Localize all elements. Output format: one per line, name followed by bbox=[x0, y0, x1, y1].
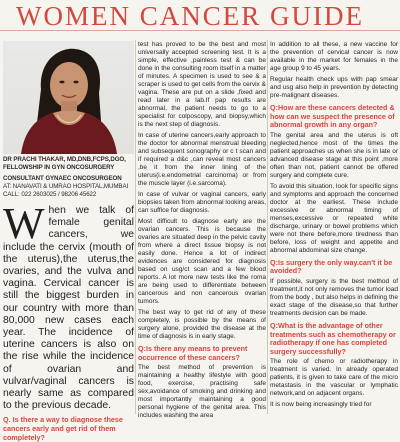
question-heading: Q. Is there a way to diagnose these cancers early and get rid of them completely? bbox=[3, 415, 123, 442]
paragraph: If possible, surgery is the best method of treatment,it not only removes the tumor load from the body , but also helps in defining the exact stage of the disease,so that further treatments decision can be made. bbox=[270, 277, 398, 317]
lead-paragraph bbox=[3, 199, 134, 412]
column-divider bbox=[135, 40, 136, 414]
paragraph: It is now being increasingly tried for bbox=[270, 401, 372, 409]
paragraph: To avoid this situation, look for specific signs and symptoms and approach the concerned doctor at the earliest. These include excessive or abnormal timing of menses,excessive or repeated white discharge, urinary or bowel problems which were not there before,more tiredness than before, loss of weight and appetite and abnormal abdominal size change. bbox=[270, 182, 398, 254]
question-heading: Q:What is the advantage of other treatments such as chemotherapy or radiotherapy if one has completed surgery successfully? bbox=[270, 320, 396, 356]
doctor-name: DR PRACHI THAKAR, MD,DNB,FCPS,DGO, FELLOWSHIP IN GYN ONCOSURGERY bbox=[3, 156, 126, 171]
question-heading: Q:Is surgery the only way.can't it be avoided? bbox=[270, 257, 393, 276]
column-2 bbox=[138, 41, 266, 420]
doctor-phone: CALL: 022 2603025 / 98206 45622 bbox=[3, 191, 97, 198]
doctor-caption bbox=[3, 156, 134, 199]
question-heading: Q:Is there any means to prevent occurrence of these cancers? bbox=[138, 344, 248, 362]
paragraph: Regular health check ups with pap smear and usg also help in prevention by detecting pre-malignant diseases. bbox=[270, 76, 398, 99]
paragraph: In addition to all these, a new vaccine for the prevention of cervical cancer is now available in the market for females in the age group 9 to 45 years. bbox=[270, 41, 398, 72]
title-bar bbox=[0, 0, 400, 31]
drop-cap: W bbox=[3, 199, 45, 248]
paragraph: The role of chemo or radiotherapy in treatment is varied. In already operated patients, it is given to take care of the micro metastasis in the vascular or lymphatic network,and on adjacent organs. bbox=[270, 358, 398, 398]
doctor-title: CONSULTANT GYNAEC ONCOSURGEON bbox=[3, 175, 122, 182]
doctor-address: AT: NANAVATI & UMRAO HOSPITAL,MUMBAI bbox=[3, 183, 129, 190]
paragraph: Most difficult to diagnose early are the ovarian cancers. This is because the ovaries are situated deep in the pelvic cavity from where a direct tissue biopsy is not easily done. Hence a lot of indirect evidences are considered for diagnosis based on usg/ct scan and a few blood reports. A lot more new tests like the roma are being used to differentiate between cancerous and non cancerous ovarian tumors. bbox=[138, 218, 266, 305]
lead-text: hen we talk of female genital cancers, we include the cervix (mouth of the uterus),the uterus,the ovaries, and the vulva and vagina. Cervical cancer is still the biggest burden in our country with more than 80,000 new cases each year. The incidence of uterine cancers is also on the rise while the incidence of ovarian and vulvar/vaginal cancers is nearly same as compared to the previous decade. bbox=[3, 205, 134, 412]
paragraph: The genital area and the uterus is oft neglected,hence most of the times the patient approaches us when she is in late or advanced disease stage at this point ,more often than not, patient cannot be offered surgery and complete cure. bbox=[270, 131, 398, 179]
paragraph: The best way to get rid of any of these completely, is possible by the means of surgery alone, provided the disease at the time of diagnosis is in early stage. bbox=[138, 309, 266, 340]
paragraph: test has proved to be the best and most universally accepted screening test. It is a simple, effective ,painless test & can be done in the consulting room itself in a matter of minutes. A specimen is used to see & a scraper is used to get cells from the cervix & vagina. These are put on a slide ,fixed and read later in a lab.If pap results are abnormal, the patient needs to go to a specialist for colposcopy, and biopsy,which is the next step of diagnosis. bbox=[138, 41, 266, 128]
paragraph: The best method of prevention is maintaining a healthy lifestyle with good food, exercise, practising safe sex,avoidance of smoking and drinking and most importantly maintaining a good personal hygiene of the genital area. This includes washing the area bbox=[138, 364, 266, 420]
column-1 bbox=[3, 38, 134, 442]
paragraph: In case of vulvar or vaginal cancers, early biopsies taken from abnormal looking areas, can suffice for diagnosis. bbox=[138, 191, 266, 214]
paragraph: In case of uterine cancers,early approach to the doctor for abnormal menstrual bleeding and subsequent sonography or c t scan and if required a d&c ,can reveal most cancers ,be it from the inner lining of the uterus(i.e.endometrial carcinoma) or from the muscle layer (i.e.sarcoma). bbox=[138, 132, 266, 187]
doctor-photo bbox=[3, 41, 134, 154]
column-3 bbox=[270, 41, 398, 414]
column-divider bbox=[267, 40, 268, 414]
question-heading: Q:How are these cancers detected & how can we suspect the presence of abnormal growth in any organ? bbox=[270, 103, 395, 130]
page-title: WOMEN CANCER GUIDE bbox=[16, 1, 364, 31]
